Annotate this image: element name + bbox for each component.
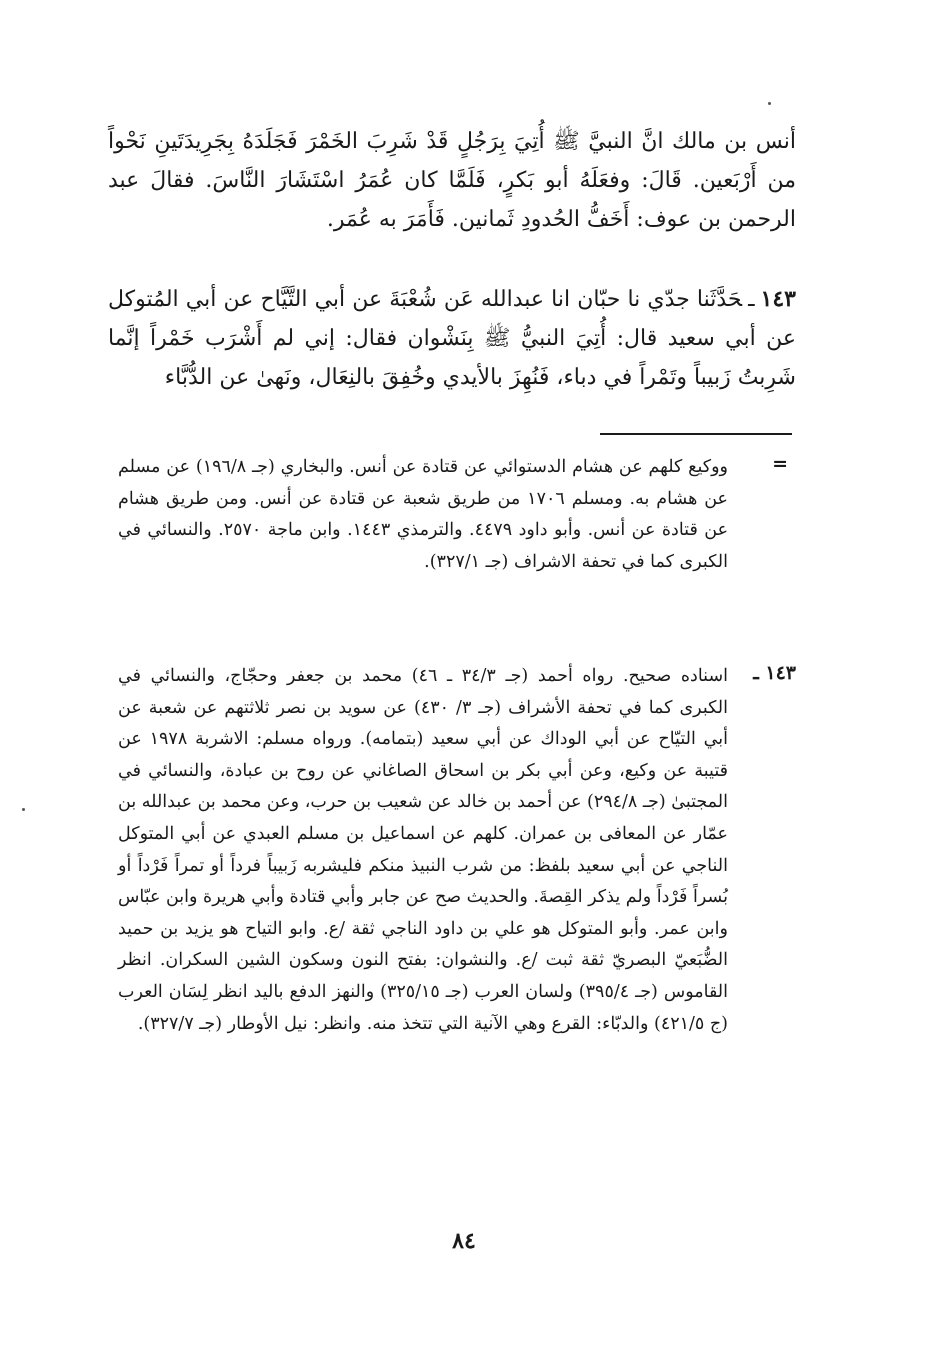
footnote-continuation-marker: =: [772, 453, 788, 475]
footnote-143: اسناده صحيح. رواه أحمد (جـ ٣٤/٣ ـ ٤٦) محمد بن جعفر وحجّاج، والنسائي في الكبرى كما في تحفة الأشراف (جـ ٣/ ٤٣٠) عن سويد بن نصر ثلاثتهم عن شعبة عن أبي التيّاح عن أبي الوداك عن أبي سعيد (بتمامه). ورواه مسلم: الاشربة ١٩٧٨ عن قتيبة عن وكيع، وعن أبي بكر بن اسحاق الصاغاني عن روح بن عبادة، والنسائي في المجتبىٰ (جـ ٢٩٤/٨) عن أحمد بن خالد عن شعيب بن حرب، وعن محمد بن عبدالله بن عمّار عن المعافى بن عمران. كلهم عن اسماعيل بن مسلم العبدي عن أبي المتوكل الناجي عن أبي سعيد بلفظ: من شرب النبيذ منكم فليشربه زَبيباً فرداً أو تمراً فَرْداً أو بُسراً فَرْداً ولم يذكر القِصةَ. والحديث صح عن جابر وأبي قتادة وأبي هريرة وابن عبّاس وابن عمر. وأبو المتوكل هو علي بن داود الناجي ثقة /ع. وابو التياح هو يزيد بن حميد الضُّبَعيّ البصريّ ثقة ثبت /ع. والنشوان: بفتح النون وسكون الشين السكران. انظر القاموس (جـ ٣٩٥/٤) ولسان العرب (جـ ٣٢٥/١٥) والنهز الدفع باليد انظر لِسَان العرب (ج ٤٢١/٥) والدبّاء: القرع وهي الآنية التي تتخذ منه. وانظر: نيل الأوطار (جـ ٣٢٧/٧).: [118, 666, 728, 1034]
footnote-143-marker: ١٤٣ ـ: [753, 662, 796, 684]
hadith-text: حَدَّثَنا جدّي نا حبّان انا عبدالله عَن شُعْبَةَ عن أبي التَّيَّاح عن أبي المُتوكل عن أبي سعيد قال: أُتِيَ النبيُّ ﷺ بِنَشْوان فقال: إني لم أَشْرَب خَمْراً إنَّما شَرِبتُ زَبيباً وتَمْراً في دباء، فَنُهِزَ بالأيدي وخُفِقَ بالنِعَال، ونَهىٰ عن الدُّبَّاء: [108, 287, 796, 390]
page-number: ٨٤: [452, 1228, 476, 1254]
hadith-number: ١٤٣: [760, 286, 796, 312]
hadith-paragraph: [108, 280, 796, 397]
footnote-separator: [600, 433, 792, 435]
main-text-paragraph: أنس بن مالك انَّ النبيَّ ﷺ أُتِيَ بِرَجُلٍ قَدْ شَرِبَ الخَمْرَ فَجَلَدَهُ بِجَرِيدَتَينِ نَحْواً من أَرْبَعين. قَالَ: وفعَلَهُ أبو بَكرٍ، فَلَمَّا كان عُمَرُ اسْتَشَارَ النَّاسَ. فقالَ عبد الرحمن بن عوف: أَخَفُّ الحُدودِ ثَمانين. فَأَمَرَ به عُمَر.: [108, 129, 796, 232]
hadith-dash: ـ: [748, 287, 755, 312]
scan-speck: [768, 102, 771, 105]
scan-speck: [22, 808, 25, 811]
footnote-continuation: ووكيع كلهم عن هشام الدستوائي عن قتادة عن أنس. والبخاري (جـ ١٩٦/٨) عن مسلم عن هشام به. ومسلم ١٧٠٦ من طريق شعبة عن قتادة عن أنس. ومن طريق هشام عن قتادة عن أنس. وأبو داود ٤٤٧٩. والترمذي ١٤٤٣. وابن ماجة ٢٥٧٠. والنسائي في الكبرى كما في تحفة الاشراف (جـ ٣٢٧/١).: [118, 457, 729, 572]
